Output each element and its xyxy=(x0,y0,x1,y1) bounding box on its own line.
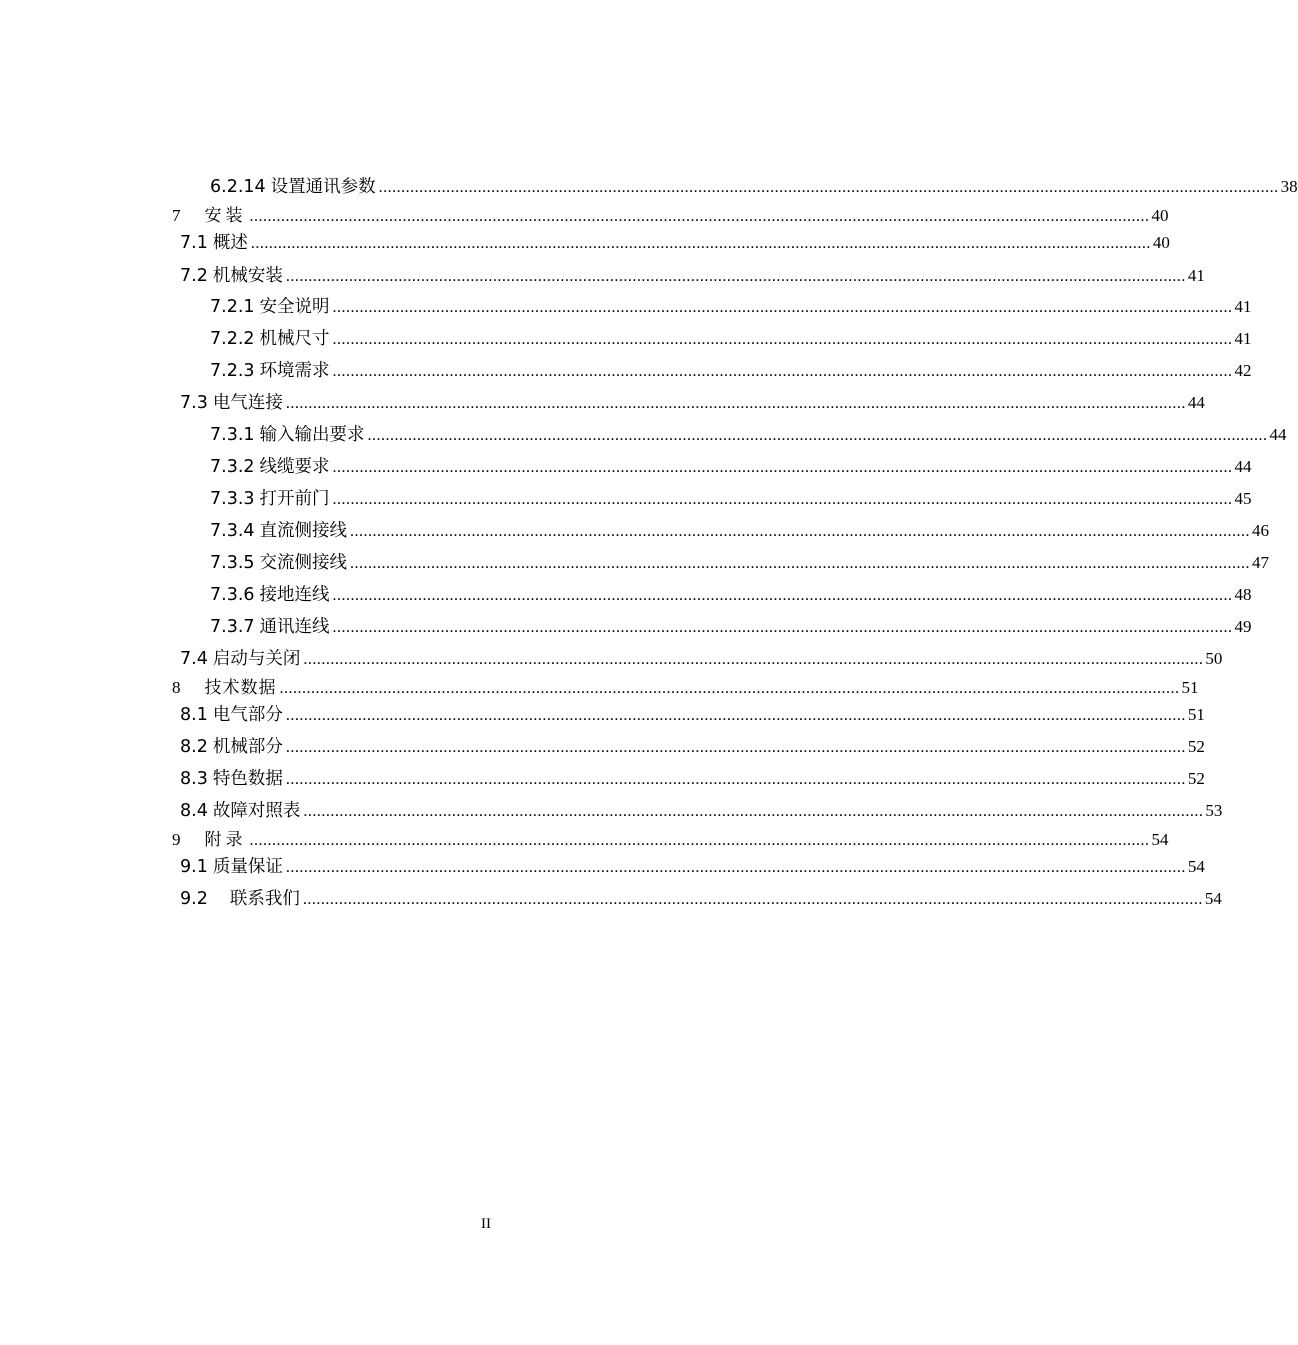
toc-entry-title: 机械部分 xyxy=(212,737,283,757)
toc-entry-page: 38 xyxy=(1280,177,1298,196)
toc-entry-number: 7.3.2 xyxy=(210,457,255,477)
toc-entry-page: 41 xyxy=(1187,266,1205,285)
toc-entry-page: 42 xyxy=(1234,361,1252,380)
toc-entry-page: 52 xyxy=(1187,737,1205,756)
toc-entry-title: 电气部分 xyxy=(212,705,283,725)
toc-entry-number: 7.3 xyxy=(180,393,208,413)
toc-entry-title: 特色数据 xyxy=(212,769,283,789)
toc-entry-page: 51 xyxy=(1181,678,1199,697)
toc-entry-number: 9.1 xyxy=(180,857,208,877)
toc-entry-number: 8.1 xyxy=(180,705,208,725)
toc-entry-title: 故障对照表 xyxy=(212,801,301,821)
toc-entry[interactable] xyxy=(180,765,1205,789)
dot-leader: ........................................................................................................................................................................................................ xyxy=(303,651,1204,668)
toc-entry-number: 7.3.4 xyxy=(210,521,255,541)
toc-entry-page: 45 xyxy=(1234,489,1252,508)
toc-entry[interactable] xyxy=(210,293,1252,317)
toc-entry[interactable] xyxy=(210,453,1252,477)
toc-entry-page: 47 xyxy=(1252,553,1270,572)
toc-entry-page: 44 xyxy=(1269,425,1287,444)
toc-entry-title: 环境需求 xyxy=(259,361,330,381)
toc-entry[interactable] xyxy=(172,201,1169,225)
toc-entry-number: 7.3.7 xyxy=(210,617,255,637)
dot-leader: ........................................................................................................................................................................................................ xyxy=(285,395,1186,412)
toc-entry-page: 46 xyxy=(1252,521,1270,540)
toc-entry-number: 8.4 xyxy=(180,801,208,821)
toc-entry-page: 49 xyxy=(1234,617,1252,636)
toc-entry-number: 8.2 xyxy=(180,737,208,757)
toc-entry-title: 概述 xyxy=(212,233,248,253)
toc-entry-title: 接地连线 xyxy=(259,585,330,605)
toc-entry-title: 附录 xyxy=(204,830,247,849)
dot-leader: ........................................................................................................................................................................................................ xyxy=(249,832,1150,849)
toc-entry-number: 7.3.5 xyxy=(210,553,255,573)
toc-entry-title: 机械安装 xyxy=(212,266,283,286)
toc-entry-page: 40 xyxy=(1151,206,1169,225)
toc-entry[interactable] xyxy=(210,549,1270,573)
toc-entry[interactable] xyxy=(180,733,1205,757)
toc-entry-page: 51 xyxy=(1187,705,1205,724)
dot-leader: ........................................................................................................................................................................................................ xyxy=(367,427,1268,444)
toc-entry-title: 交流侧接线 xyxy=(259,553,348,573)
toc-entry-title: 打开前门 xyxy=(259,489,330,509)
dot-leader: ........................................................................................................................................................................................................ xyxy=(332,619,1233,636)
toc-entry[interactable] xyxy=(180,885,1222,909)
toc-entry-number: 7.2.2 xyxy=(210,329,255,349)
dot-leader: ........................................................................................................................................................................................................ xyxy=(285,739,1186,756)
toc-entry-title: 线缆要求 xyxy=(259,457,330,477)
toc-entry-number: 7.1 xyxy=(180,233,208,253)
dot-leader: ........................................................................................................................................................................................................ xyxy=(332,491,1233,508)
toc-entry-page: 54 xyxy=(1151,830,1169,849)
page-number: II xyxy=(481,1216,491,1232)
toc-entry[interactable] xyxy=(210,581,1252,605)
toc-entry-number: 9.2 xyxy=(180,889,208,909)
toc-entry[interactable] xyxy=(210,173,1298,197)
toc-entry[interactable] xyxy=(180,797,1223,821)
toc-entry[interactable] xyxy=(180,389,1205,413)
toc-entry[interactable] xyxy=(172,673,1199,697)
toc-entry-number: 7 xyxy=(172,206,181,225)
toc-entry-title: 输入输出要求 xyxy=(259,425,365,445)
toc-entry-number: 7.4 xyxy=(180,649,208,669)
dot-leader: ........................................................................................................................................................................................................ xyxy=(285,268,1186,285)
dot-leader: ........................................................................................................................................................................................................ xyxy=(250,235,1151,252)
dot-leader: ........................................................................................................................................................................................................ xyxy=(332,587,1233,604)
toc-entry-number: 7.2.1 xyxy=(210,297,255,317)
toc-entry[interactable] xyxy=(180,853,1205,877)
toc-entry[interactable] xyxy=(210,485,1252,509)
toc-entry-title: 质量保证 xyxy=(212,857,283,877)
dot-leader: ........................................................................................................................................................................................................ xyxy=(285,859,1186,876)
toc-entry-page: 52 xyxy=(1187,769,1205,788)
toc-entry[interactable] xyxy=(172,825,1169,849)
dot-leader: ........................................................................................................................................................................................................ xyxy=(332,459,1233,476)
toc-entry-title: 安装 xyxy=(204,206,247,225)
toc-entry-number: 8.3 xyxy=(180,769,208,789)
dot-leader: ........................................................................................................................................................................................................ xyxy=(332,299,1233,316)
toc-entry[interactable] xyxy=(210,517,1270,541)
toc-entry[interactable] xyxy=(180,701,1205,725)
toc-entry-page: 40 xyxy=(1152,233,1170,252)
dot-leader: ........................................................................................................................................................................................................ xyxy=(285,707,1186,724)
dot-leader: ........................................................................................................................................................................................................ xyxy=(303,803,1204,820)
toc-entry-title: 技术数据 xyxy=(204,678,277,697)
toc-entry-number: 7.3.6 xyxy=(210,585,255,605)
toc-entry-page: 54 xyxy=(1187,857,1205,876)
toc-entry-page: 50 xyxy=(1205,649,1223,668)
toc-entry-title: 直流侧接线 xyxy=(259,521,348,541)
toc-entry-page: 48 xyxy=(1234,585,1252,604)
dot-leader: ........................................................................................................................................................................................................ xyxy=(332,331,1233,348)
toc-entry-number: 7.3.1 xyxy=(210,425,255,445)
dot-leader: ........................................................................................................................................................................................................ xyxy=(378,179,1279,196)
toc-entry[interactable] xyxy=(210,357,1252,381)
toc-entry-title: 设置通讯参数 xyxy=(270,177,376,197)
toc-entry[interactable] xyxy=(180,229,1170,253)
toc-entry[interactable] xyxy=(210,613,1252,637)
toc-entry-number: 7.2.3 xyxy=(210,361,255,381)
toc-entry-title: 启动与关闭 xyxy=(212,649,301,669)
toc-entry-title: 安全说明 xyxy=(259,297,330,317)
dot-leader: ........................................................................................................................................................................................................ xyxy=(332,363,1233,380)
toc-entry-number: 9 xyxy=(172,830,181,849)
toc-entry-title: 通讯连线 xyxy=(259,617,330,637)
toc-entry-page: 41 xyxy=(1234,329,1252,348)
toc-entry-page: 41 xyxy=(1234,297,1252,316)
dot-leader: ........................................................................................................................................................................................................ xyxy=(350,523,1251,540)
toc-entry[interactable] xyxy=(180,262,1205,286)
toc-entry-title: 机械尺寸 xyxy=(259,329,330,349)
dot-leader: ........................................................................................................................................................................................................ xyxy=(249,208,1150,225)
toc-entry-page: 44 xyxy=(1234,457,1252,476)
dot-leader: ........................................................................................................................................................................................................ xyxy=(350,555,1251,572)
toc-entry-number: 7.3.3 xyxy=(210,489,255,509)
toc-entry-page: 54 xyxy=(1204,889,1222,908)
dot-leader: ........................................................................................................................................................................................................ xyxy=(279,680,1180,697)
toc-entry-title: 电气连接 xyxy=(212,393,283,413)
toc-entry-number: 7.2 xyxy=(180,266,208,286)
toc-entry[interactable] xyxy=(210,421,1287,445)
toc-entry-page: 44 xyxy=(1187,393,1205,412)
toc-entry[interactable] xyxy=(180,645,1223,669)
dot-leader: ........................................................................................................................................................................................................ xyxy=(285,771,1186,788)
toc-entry-number: 8 xyxy=(172,678,181,697)
dot-leader: ........................................................................................................................................................................................................ xyxy=(302,891,1203,908)
toc-entry[interactable] xyxy=(210,325,1252,349)
toc-entry-title: 联系我们 xyxy=(229,889,300,909)
toc-entry-number: 6.2.14 xyxy=(210,177,266,197)
toc-entry-page: 53 xyxy=(1205,801,1223,820)
